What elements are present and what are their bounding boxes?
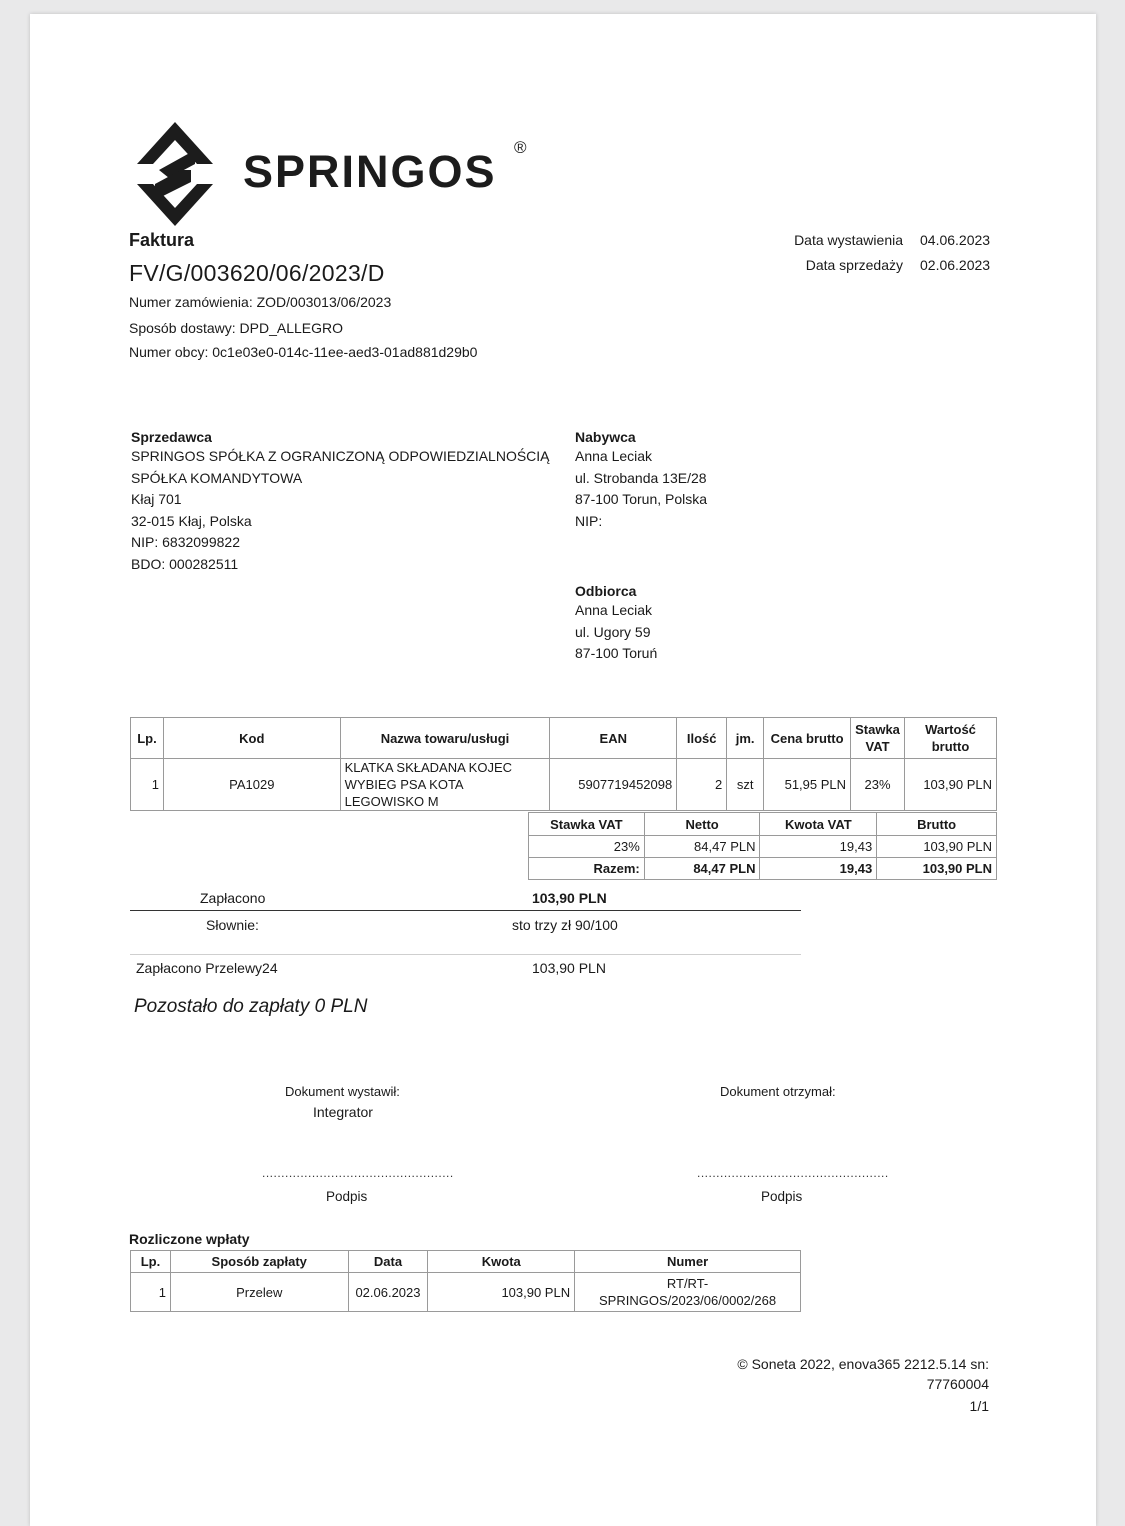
recipient-line: Anna Leciak [575, 602, 653, 618]
seller-label: Sprzedawca [131, 429, 212, 445]
remaining-amount: Pozostało do zapłaty 0 PLN [134, 996, 368, 1017]
paid-via-value: 103,90 PLN [532, 960, 606, 976]
recipient-line: ul. Ugory 59 [575, 623, 651, 640]
column-header: Brutto [877, 813, 997, 836]
buyer-label: Nabywca [575, 429, 636, 445]
vat-net: 84,47 PLN [644, 836, 760, 858]
item-price: 51,95 PLN [764, 759, 851, 811]
recipient-block [575, 583, 657, 665]
recipient-line: 87-100 Toruń [575, 645, 658, 661]
item-unit: szt [727, 759, 764, 811]
seller-block [131, 429, 550, 575]
paid-label: Zapłacono [200, 890, 266, 906]
footer-software [737, 1356, 989, 1414]
vat-summary-table [528, 812, 997, 880]
signature-line: .................................................. [697, 1166, 889, 1180]
column-header: Sposób zapłaty [170, 1251, 348, 1273]
issue-date-label: Data wystawienia [794, 232, 903, 248]
vat-gross: 103,90 PLN [877, 836, 997, 858]
column-header: Numer [575, 1251, 801, 1273]
vat-total-row [529, 858, 997, 880]
column-header: Lp. [131, 718, 164, 759]
settled-method: Przelew [170, 1273, 348, 1312]
issue-date-value: 04.06.2023 [920, 232, 991, 248]
sale-date-value: 02.06.2023 [920, 257, 991, 273]
buyer-line: 87-100 Torun, Polska [575, 491, 708, 507]
footer-line: 77760004 [926, 1376, 989, 1392]
springos-logo-icon [135, 120, 215, 228]
buyer-line: NIP: [575, 512, 603, 529]
settled-amount: 103,90 PLN [428, 1273, 575, 1312]
column-header: Nazwa towaru/usługi [340, 718, 550, 759]
column-header: jm. [727, 718, 764, 759]
buyer-line: Anna Leciak [575, 448, 653, 464]
vat-total-label: Razem: [529, 858, 645, 880]
item-name-line: WYBIEG PSA KOTA LEGOWISKO M [344, 777, 463, 809]
external-number: Numer obcy: 0c1e03e0-014c-11ee-aed3-01ad881d29b0 [129, 344, 478, 360]
invoice-page [30, 14, 1096, 1526]
seller-line: SPRINGOS SPÓŁKA Z OGRANICZONĄ ODPOWIEDZIALNOŚCIĄ [131, 448, 550, 464]
item-lp: 1 [131, 759, 164, 811]
divider [130, 954, 801, 955]
paid-value: 103,90 PLN [532, 890, 607, 906]
divider [130, 910, 801, 911]
settled-number-line: SPRINGOS/2023/06/0002/268 [599, 1293, 777, 1308]
seller-line: NIP: 6832099822 [131, 534, 240, 550]
settled-number [575, 1273, 801, 1312]
item-name-line: KLATKA SKŁADANA KOJEC [344, 760, 513, 775]
item-name [340, 759, 550, 811]
signature-caption: Podpis [761, 1189, 803, 1204]
vat-rate: 23% [529, 836, 645, 858]
settled-number-line: RT/RT- [666, 1276, 709, 1291]
vat-total-net: 84,47 PLN [644, 858, 760, 880]
signature-caption: Podpis [326, 1189, 368, 1204]
footer-line: © Soneta 2022, enova365 2212.5.14 sn: [737, 1356, 989, 1372]
order-number: Numer zamówienia: ZOD/003013/06/2023 [129, 294, 392, 310]
vat-header-row [529, 813, 997, 836]
column-header: Stawka VAT [851, 718, 905, 759]
column-header: Netto [644, 813, 760, 836]
column-header: Kwota VAT [760, 813, 877, 836]
words-value: sto trzy zł 90/100 [512, 917, 618, 933]
seller-line: Kłaj 701 [131, 491, 182, 507]
vat-total-gross: 103,90 PLN [877, 858, 997, 880]
items-header-row [131, 718, 997, 759]
item-code: PA1029 [163, 759, 340, 811]
column-header: Cena brutto [764, 718, 851, 759]
signature-line: .................................................. [262, 1166, 454, 1180]
item-gross: 103,90 PLN [905, 759, 997, 811]
sale-date-label: Data sprzedaży [805, 257, 903, 273]
item-vat: 23% [851, 759, 905, 811]
vat-total-amount: 19,43 [760, 858, 877, 880]
settled-lp: 1 [131, 1273, 171, 1312]
column-header: Ilość [677, 718, 727, 759]
delivery-method: Sposób dostawy: DPD_ALLEGRO [129, 320, 343, 336]
column-header: Data [348, 1251, 428, 1273]
table-row [131, 759, 997, 811]
recipient-label: Odbiorca [575, 583, 637, 599]
vat-amount: 19,43 [760, 836, 877, 858]
column-header: Kwota [428, 1251, 575, 1273]
received-by-label: Dokument otrzymał: [720, 1084, 836, 1099]
document-type: Faktura [129, 230, 195, 250]
registered-mark: ® [514, 138, 527, 157]
column-header: Lp. [131, 1251, 171, 1273]
issued-by-name: Integrator [313, 1104, 373, 1120]
words-label: Słownie: [206, 917, 259, 933]
table-row [529, 836, 997, 858]
settled-payments-table [130, 1250, 801, 1312]
settled-date: 02.06.2023 [348, 1273, 428, 1312]
seller-line: SPÓŁKA KOMANDYTOWA [131, 469, 303, 486]
column-header: EAN [550, 718, 677, 759]
issued-by-label: Dokument wystawił: [285, 1084, 400, 1099]
page-number: 1/1 [969, 1398, 989, 1414]
brand-name: SPRINGOS [243, 146, 497, 197]
buyer-block [575, 429, 707, 532]
seller-line: BDO: 000282511 [131, 555, 239, 572]
items-table [130, 717, 997, 811]
column-header: Stawka VAT [529, 813, 645, 836]
settled-header-row [131, 1251, 801, 1273]
seller-line: 32-015 Kłaj, Polska [131, 512, 252, 529]
item-ean: 5907719452098 [550, 759, 677, 811]
buyer-line: ul. Strobanda 13E/28 [575, 469, 707, 486]
paid-via-label: Zapłacono Przelewy24 [136, 960, 278, 976]
column-header: Wartość brutto [905, 718, 997, 759]
column-header: Kod [163, 718, 340, 759]
table-row [131, 1273, 801, 1312]
document-number: FV/G/003620/06/2023/D [129, 260, 385, 286]
item-qty: 2 [677, 759, 727, 811]
settled-payments-title: Rozliczone wpłaty [129, 1231, 250, 1247]
